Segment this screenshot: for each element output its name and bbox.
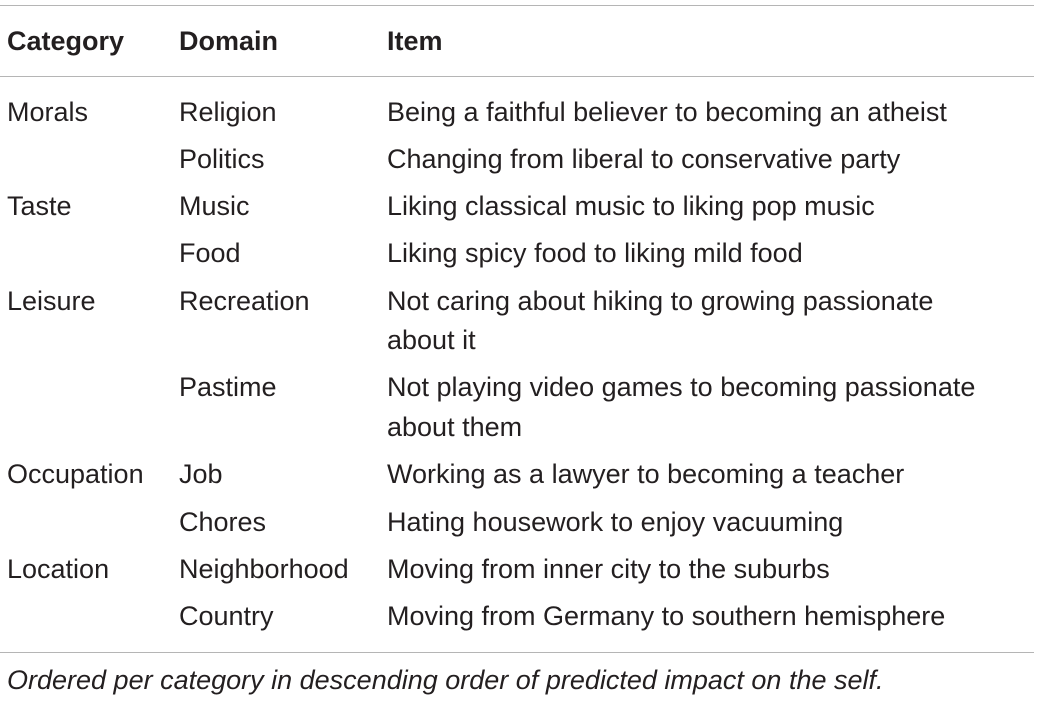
- row-domain: Recreation: [179, 286, 310, 316]
- row-category: Location: [7, 554, 110, 584]
- row-domain: Pastime: [179, 372, 277, 402]
- row-category: Occupation: [7, 459, 144, 489]
- row-item: Not caring about hiking to growing passionate: [387, 286, 934, 316]
- row-domain: Music: [179, 191, 250, 221]
- row-domain: Religion: [179, 97, 277, 127]
- row-category: Leisure: [7, 286, 96, 316]
- row-category: Morals: [7, 97, 89, 127]
- row-item: Working as a lawyer to becoming a teacher: [387, 459, 905, 489]
- header-domain: Domain: [179, 26, 279, 56]
- bottom-rule: [0, 652, 1034, 653]
- top-rule: [0, 5, 1034, 6]
- row-domain: Food: [179, 238, 241, 268]
- row-item: Moving from Germany to southern hemisphere: [387, 601, 946, 631]
- row-item: Being a faithful believer to becoming an atheist: [387, 97, 947, 127]
- row-item: Changing from liberal to conservative party: [387, 144, 901, 174]
- header-category: Category: [7, 26, 125, 56]
- row-item-continuation: about them: [387, 412, 523, 442]
- row-domain: Neighborhood: [179, 554, 349, 584]
- row-item: Liking spicy food to liking mild food: [387, 238, 803, 268]
- row-domain: Country: [179, 601, 274, 631]
- row-category: Taste: [7, 191, 72, 221]
- row-item-continuation: about it: [387, 325, 476, 355]
- row-item: Moving from inner city to the suburbs: [387, 554, 830, 584]
- table-footnote: Ordered per category in descending order of predicted impact on the self.: [7, 665, 884, 695]
- row-domain: Job: [179, 459, 223, 489]
- row-domain: Chores: [179, 507, 267, 537]
- row-item: Hating housework to enjoy vacuuming: [387, 507, 844, 537]
- row-item: Liking classical music to liking pop music: [387, 191, 875, 221]
- row-item: Not playing video games to becoming passionate: [387, 372, 976, 402]
- row-domain: Politics: [179, 144, 265, 174]
- header-rule: [0, 76, 1034, 77]
- header-item: Item: [387, 26, 443, 56]
